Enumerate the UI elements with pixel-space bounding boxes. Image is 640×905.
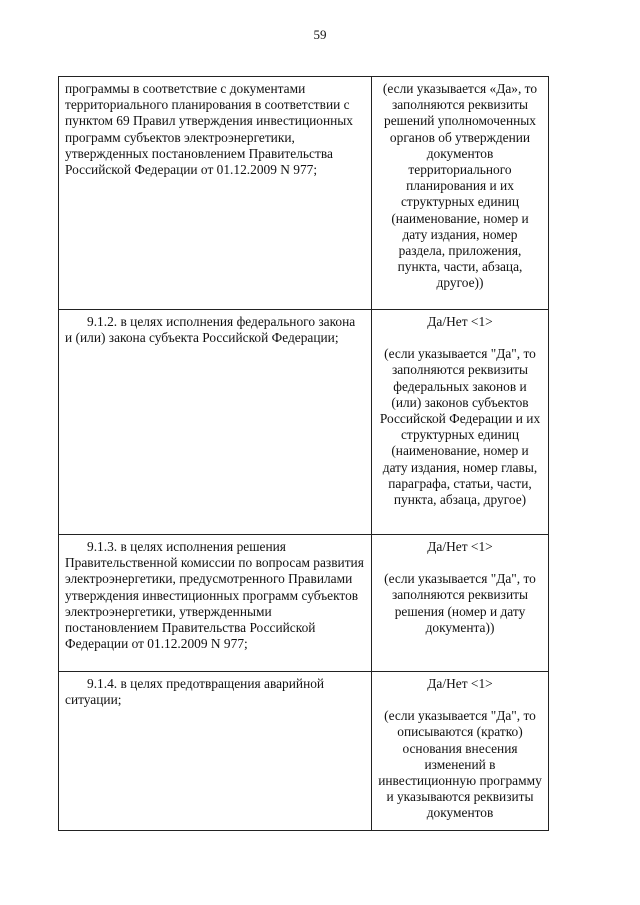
right-cell: [372, 535, 549, 672]
table-row: [59, 672, 549, 831]
requirements-table: [58, 76, 549, 831]
left-cell-text: 9.1.4. в целях предотвращения аварийной ситуации;: [65, 676, 325, 708]
right-cell-note: (если указывается "Да", то описываются (кратко) основания внесения изменений в инвестиционную программу и указываются реквизиты документов: [378, 708, 542, 821]
right-cell-note: (если указывается "Да", то заполняются реквизиты федеральных законов и (или) законов субъектов Российской Федерации и их структурных единиц (наименование, номер и дату издания, номер главы, параграфа, статьи, части, пункта, абзаца, другое): [379, 346, 541, 508]
right-cell: [372, 77, 549, 310]
table-row: [59, 77, 549, 310]
left-cell-text: 9.1.2. в целях исполнения федерального закона и (или) закона субъекта Российской Федерации;: [65, 314, 356, 346]
right-cell-note: (если указывается «Да», то заполняются реквизиты решений уполномоченных органов об утверждении документов территориального планирования и их структурных единиц (наименование, номер и дату издания, номер раздела, приложения, пункта, части, абзаца, другое)): [382, 81, 538, 291]
left-cell: [59, 535, 372, 672]
answer-label: Да/Нет <1>: [427, 539, 493, 554]
answer-label: Да/Нет <1>: [427, 314, 493, 329]
left-cell: [59, 77, 372, 310]
table-row: [59, 535, 549, 672]
right-cell-note: (если указывается "Да", то заполняются реквизиты решения (номер и дату документа)): [384, 571, 536, 635]
left-cell: [59, 672, 372, 831]
left-cell-text: программы в соответствие с документами территориального планирования в соответствии с пунктом 69 Правил утверждения инвестиционных программ субъектов электроэнергетики, утвержденных постановлением Правительства Российской Федерации от 01.12.2009 N 977;: [65, 81, 354, 178]
left-cell: [59, 310, 372, 535]
left-cell-text: 9.1.3. в целях исполнения решения Правительственной комиссии по вопросам развития электроэнергетики, предусмотренного Правилами утверждения инвестиционных программ субъектов электроэнергетики, утвержденными постановлением Правительства Российской Федерации от 01.12.2009 N 977;: [65, 539, 364, 652]
answer-label: Да/Нет <1>: [427, 676, 493, 691]
right-cell: [372, 310, 549, 535]
page-number: 59: [313, 27, 327, 42]
table-row: [59, 310, 549, 535]
right-cell: [372, 672, 549, 831]
